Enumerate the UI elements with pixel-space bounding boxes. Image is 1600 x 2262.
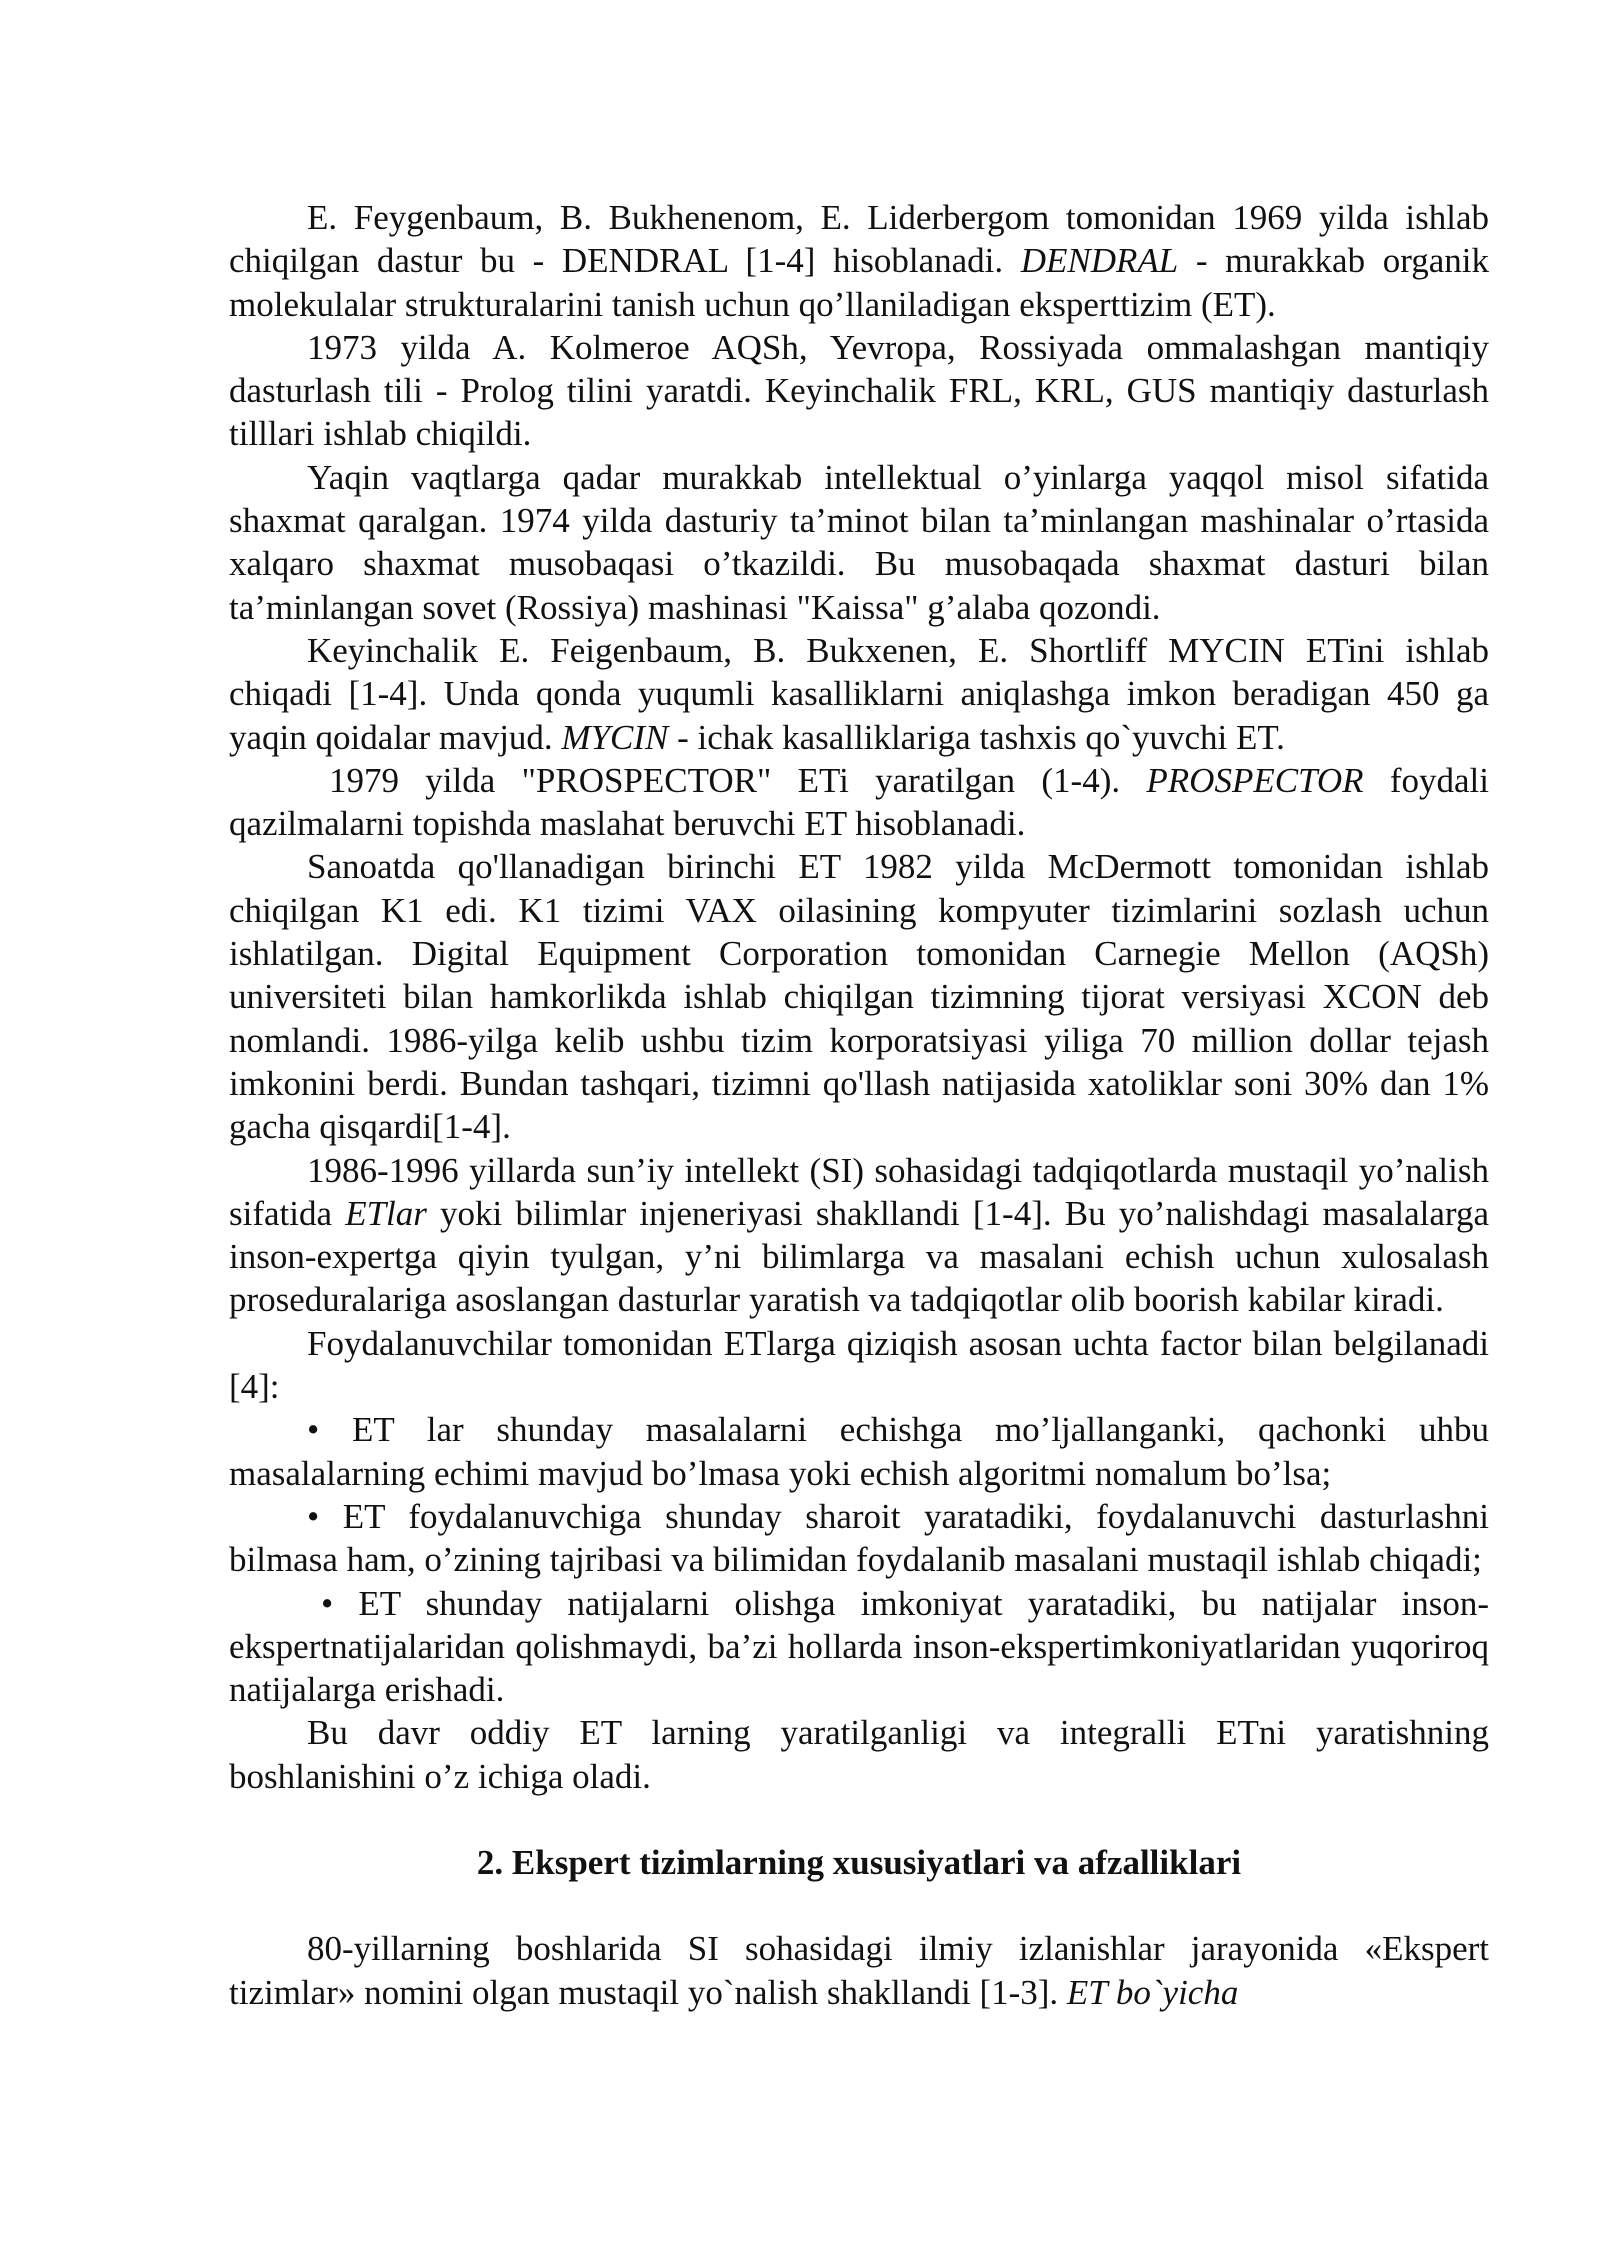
paragraph — [229, 1582, 1489, 1712]
paragraph — [229, 196, 1489, 326]
text-run: yoki bilimlar injeneriyasi shakllandi [1-4]. Bu yo’nalishdagi masalalarga inson-expertga qiyin tyulgan, y’ni bilimlarga va masalani echish uchun xulosalash proseduralariga asoslangan dasturlar yaratish va tadqiqotlar olib boorish kabilar kiradi. — [229, 1193, 1489, 1320]
text-run: 1973 yilda A. Kolmeroe AQSh, Yevropa, Rossiyada ommalashgan mantiqiy dasturlash tili - Prolog tilini yaratdi. Keyinchalik FRL, KRL, GUS mantiqiy dasturlash tilllari ishlab chiqildi. — [229, 327, 1489, 454]
text-run: foydali qazilmalarni topishda maslahat beruvchi ET hisoblanadi. — [229, 760, 1489, 844]
paragraph — [229, 629, 1489, 759]
document-body — [229, 196, 1489, 1798]
paragraph — [229, 456, 1489, 629]
text-run: • ET shunday natijalarni olishga imkoniyat yaratadiki, bu natijalar inson-ekspertnatijalaridan qolishmaydi, ba’zi hollarda inson-ekspertimkoniyatlaridan yuqoriroq natijalarga erishadi. — [229, 1583, 1489, 1710]
paragraph — [229, 326, 1489, 456]
italic-term: DENDRAL — [1020, 241, 1179, 281]
text-run: Sanoatda qo'llanadigan birinchi ET 1982 yilda McDermott tomonidan ishlab chiqilgan K1 edi. K1 tizimi VAX oilasining kompyuter tizimlarini sozlash uchun ishlatilgan. Digital Equipment Corporation tomonidan Carnegie Mellon (AQSh) universiteti bilan hamkorlikda ishlab chiqilgan tizimning tijorat versiyasi XCON deb nomlandi. 1986-yilga kelib ushbu tizim korporatsiyasi yiliga 70 million dollar tejash imkonini berdi. Bundan tashqari, tizimni qo'llash natijasida xatoliklar soni 30% dan 1% gacha qisqardi[1-4]. — [229, 847, 1489, 1147]
italic-term: ETlar — [345, 1193, 427, 1233]
text-run: • ET foydalanuvchiga shunday sharoit yaratadiki, foydalanuvchi dasturlashni bilmasa ham, o’zining tajribasi va bilimidan foydalanib masalani mustaqil ishlab chiqadi; — [229, 1496, 1489, 1580]
paragraph — [229, 845, 1489, 1148]
text-run: Keyinchalik E. Feigenbaum, B. Bukxenen, E. Shortliff MYCIN ETini ishlab chiqadi [1-4]. Unda qonda yuqumli kasalliklarni aniqlashga imkon beradigan 450 ga yaqin qoidalar mavjud. — [229, 630, 1489, 757]
paragraph — [229, 1322, 1489, 1409]
italic-term: MYCIN — [561, 717, 669, 757]
document-page — [229, 196, 1489, 2014]
text-run: 80-yillarning boshlarida SI sohasidagi ilmiy izlanishlar jarayonida «Ekspert tizimlar» nomini olgan mustaqil yo`nalish shakllandi [1-3]. — [229, 1929, 1489, 2012]
italic-term: ET bo`yicha — [1066, 1972, 1239, 2012]
italic-term: PROSPECTOR — [1146, 760, 1364, 800]
text-run: Foydalanuvchilar tomonidan ETlarga qiziqish asosan uchta factor bilan belgilanadi [4]: — [229, 1323, 1489, 1407]
text-run: Yaqin vaqtlarga qadar murakkab intellektual o’yinlarga yaqqol misol sifatida shaxmat qaralgan. 1974 yilda dasturiy ta’minot bilan ta’minlangan mashinalar o’rtasida xalqaro shaxmat musobaqasi o’tkazildi. Bu musobaqada shaxmat dasturi bilan ta’minlangan sovet (Rossiya) mashinasi "Kaissa" g’alaba qozondi. — [229, 457, 1489, 627]
text-run: E. Feygenbaum, B. Bukhenenom, E. Liderbergom tomonidan 1969 yilda ishlab chiqilgan dastur bu - DENDRAL [1-4] hisoblanadi. — [229, 198, 1489, 281]
paragraph — [229, 1711, 1489, 1798]
paragraph — [229, 1495, 1489, 1582]
text-run: Bu davr oddiy ET larning yaratilganligi va integralli ETni yaratishning boshlanishini o’z ichiga oladi. — [229, 1713, 1489, 1796]
document-body-continued — [229, 1927, 1489, 2014]
paragraph — [229, 1149, 1489, 1322]
paragraph — [229, 1927, 1489, 2014]
text-run: • ET lar shunday masalalarni echishga mo’ljallanganki, qachonki uhbu masalalarning echimi mavjud bo’lmasa yoki echish algoritmi nomalum bo’lsa; — [229, 1410, 1489, 1493]
paragraph — [229, 1408, 1489, 1495]
text-run: 1979 yilda "PROSPECTOR" ETi yaratilgan (1-4). — [329, 760, 1147, 800]
text-run: - ichak kasalliklariga tashxis qo`yuvchi ET. — [668, 717, 1285, 757]
section-heading: 2. Ekspert tizimlarning xususiyatlari va afzalliklari — [476, 1842, 1242, 1882]
paragraph — [229, 759, 1489, 846]
text-run: 1986-1996 yillarda sun’iy intellekt (SI) sohasidagi tadqiqotlarda mustaqil yo’nalish sifatida — [229, 1150, 1489, 1233]
text-run: - murakkab organik molekulalar strukturalarini tanish uchun qo’llaniladigan eksperttizim (ET). — [229, 241, 1489, 324]
